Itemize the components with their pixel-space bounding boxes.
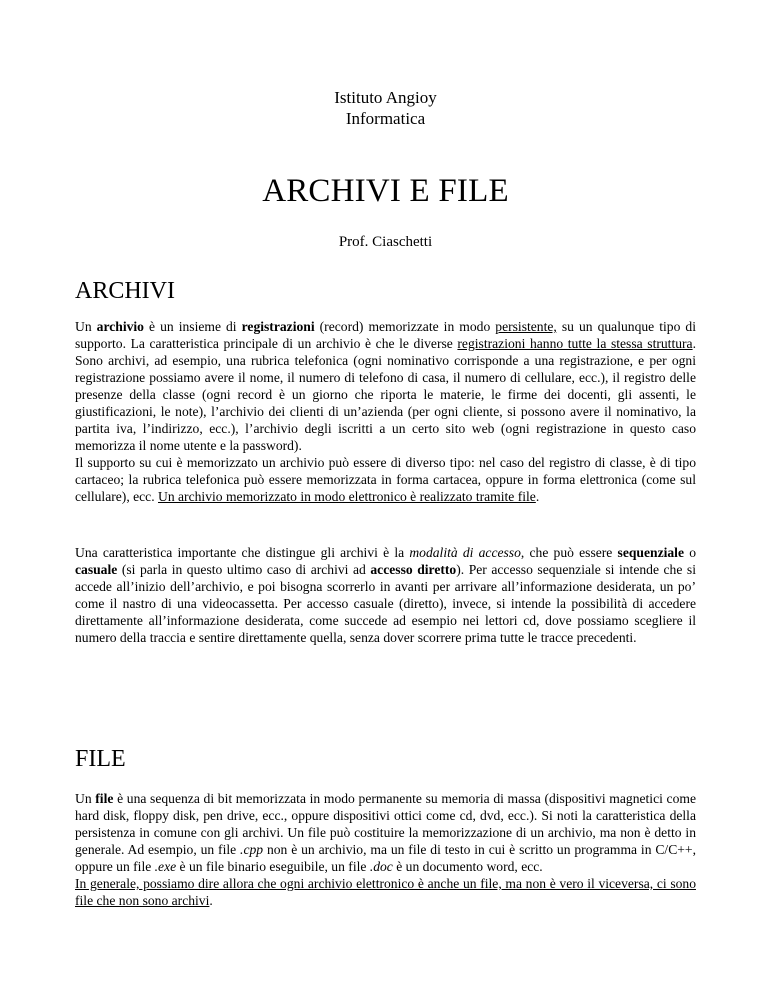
italic-ext-doc: .doc xyxy=(369,859,393,874)
italic-term-access-mode: modalità di accesso xyxy=(409,545,521,560)
text-run: è una sequenza di bit memorizzata in modo permanente su memoria di massa (dispositivi magnetici come hard disk, floppy disk, pen drive, ecc., oppure dispositivi ottici come cd, dvd, ecc.). Si noti la caratteristica della persistenza in comune con gli archivi. Un file può costituire la memorizzazione di un archivio, ma non è detto in generale. Ad esempio, un file xyxy=(75,791,696,857)
paragraph-file-definition xyxy=(75,790,696,909)
subject-name: Informatica xyxy=(345,109,426,128)
underlined-persistente: persistente, xyxy=(495,319,557,334)
italic-ext-cpp: .cpp xyxy=(240,842,264,857)
text-run: . xyxy=(209,893,213,908)
underlined-same-structure: registrazioni hanno tutte la stessa struttura xyxy=(457,336,693,351)
underlined-archive-file: Un archivio memorizzato in modo elettronico è realizzato tramite file xyxy=(158,489,536,504)
bold-term-archivio: archivio xyxy=(96,319,144,334)
italic-ext-exe: .exe xyxy=(154,859,177,874)
text-run: (si parla in questo ultimo caso di archivi ad xyxy=(117,562,371,577)
section-heading-file: FILE xyxy=(75,746,126,772)
text-run: Una caratteristica importante che distingue gli archivi è la xyxy=(75,545,410,560)
paragraph-access-mode xyxy=(75,544,696,646)
text-run: non è un archivio, ma un file di testo in cui è scritto un programma in C/C++, oppure un file xyxy=(75,842,696,874)
text-run: (record) memorizzate in modo xyxy=(314,319,496,334)
paragraph-archivi-definition xyxy=(75,318,696,505)
text-run: Un xyxy=(75,319,97,334)
text-run: , che può essere xyxy=(520,545,618,560)
document-title: ARCHIVI E FILE xyxy=(262,173,509,209)
text-run: ). Per accesso sequenziale si intende che si accede all’inizio dell’archivio, e poi bisogna scorrerlo in avanti per arrivare all’informazione desiderata, un po’ come il nastro di una videocassetta. Per accesso casuale (diretto), invece, si intende la possibilità di accedere direttamente all’informazione desiderata, come succede ad esempio nei lettori cd, dove possiamo scegliere il numero della traccia e sentire direttamente quella, senza dover scorrere prima tutte le tracce precedenti. xyxy=(75,562,697,645)
bold-term-accesso-diretto: accesso diretto xyxy=(370,562,457,577)
text-run: Il supporto su cui è memorizzato un archivio può essere di diverso tipo: nel caso del registro di classe, è di tipo cartaceo; la rubrica telefonica può essere memorizzata in forma cartacea, oppure in forma elettronica (come sul cellulare), ecc. xyxy=(75,455,696,504)
text-run: è un file binario eseguibile, un file xyxy=(176,859,370,874)
text-run: . xyxy=(535,489,540,504)
bold-term-registrazioni: registrazioni xyxy=(241,319,315,334)
section-heading-archivi: ARCHIVI xyxy=(75,278,175,304)
underlined-conclusion: In generale, possiamo dire allora che ogni archivio elettronico è anche un file, ma non è vero il viceversa, ci sono file che non sono archivi xyxy=(75,876,696,908)
bold-term-casuale: casuale xyxy=(75,562,118,577)
author-name: Prof. Ciaschetti xyxy=(338,234,433,250)
bold-term-sequenziale: sequenziale xyxy=(617,545,684,560)
text-run: o xyxy=(684,545,696,560)
text-run: Un xyxy=(75,791,96,806)
text-run: su un qualunque tipo di supporto. La caratteristica principale di un archivio è che le diverse xyxy=(75,319,696,351)
text-run: è un insieme di xyxy=(143,319,242,334)
text-run: è un documento word, ecc. xyxy=(392,859,543,874)
bold-term-file: file xyxy=(95,791,114,806)
institute-name: Istituto Angioy xyxy=(334,88,437,107)
text-run: . Sono archivi, ad esempio, una rubrica telefonica (ogni nominativo corrisponde a una registrazione, e per ogni registrazione possiamo avere il nome, il numero di telefono di casa, il numero di cellulare, ecc.), il registro delle presenze della classe (ogni record è un giorno che riporta le materie, le firme dei docenti, gli assenti, le giustificazioni, le note), l’archivio dei clienti di un’azienda (per ogni cliente, si possono avere il nominativo, la partita iva, l’indirizzo, ecc.), l’archivio degli iscritti a un certo sito web (ogni registrazione in questo caso memorizza il nome utente e la password). xyxy=(75,336,696,453)
